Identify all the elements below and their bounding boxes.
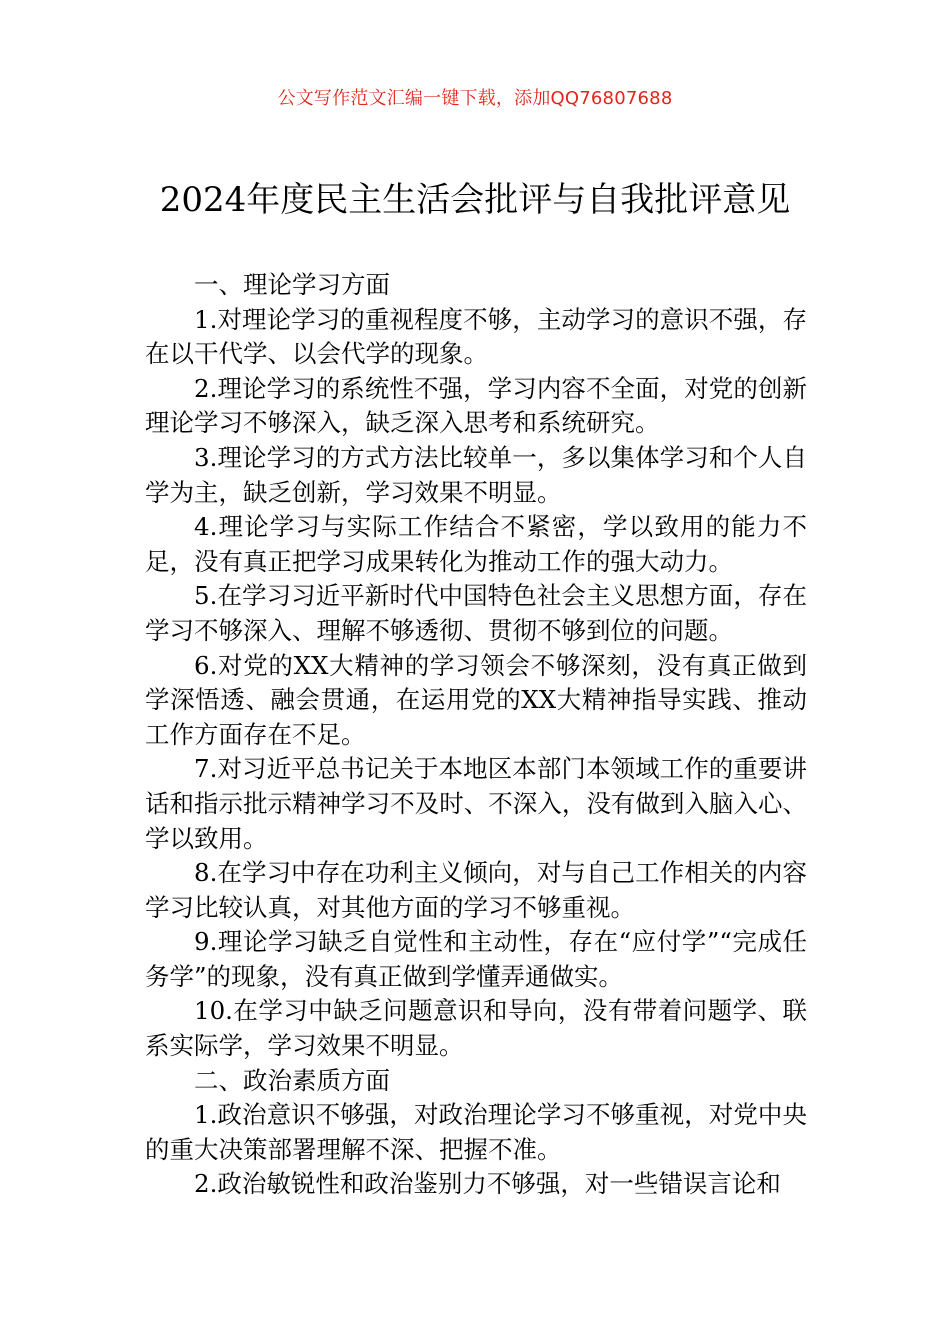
- paragraph-theory-4: 4.理论学习与实际工作结合不紧密，学以致用的能力不足，没有真正把学习成果转化为推动工作的强大动力。: [145, 512, 807, 576]
- paragraph-theory-2: 2.理论学习的系统性不强，学习内容不全面，对党的创新理论学习不够深入，缺乏深入思考和系统研究。: [145, 373, 807, 438]
- section-heading-theory: 一、理论学习方面: [194, 270, 390, 299]
- paragraph-political-2: 2.政治敏锐性和政治鉴别力不够强，对一些错误言论和: [194, 1169, 781, 1199]
- paragraph-theory-10: 10.在学习中缺乏问题意识和导向，没有带着问题学、联系实际学，学习效果不明显。: [145, 996, 807, 1061]
- paragraph-theory-8: 8.在学习中存在功利主义倾向，对与自己工作相关的内容学习比较认真，对其他方面的学习不够重视。: [145, 858, 807, 922]
- paragraph-theory-1: 1.对理论学习的重视程度不够，主动学习的意识不强，存在以干代学、以会代学的现象。: [145, 304, 807, 369]
- section-heading-political: 二、政治素质方面: [194, 1065, 390, 1095]
- document-body: [145, 268, 807, 1202]
- document-title: 2024年度民主生活会批评与自我批评意见: [159, 180, 791, 220]
- paragraph-political-1: 1.政治意识不够强，对政治理论学习不够重视，对党中央的重大决策部署理解不深、把握不准。: [145, 1100, 807, 1164]
- download-promo-note: 公文写作范文汇编一键下载，添加QQ76807688: [277, 88, 673, 109]
- paragraph-theory-3: 3.理论学习的方式方法比较单一，多以集体学习和个人自学为主，缺乏创新，学习效果不明显。: [145, 442, 807, 507]
- paragraph-theory-6: 6.对党的XX大精神的学习领会不够深刻，没有真正做到学深悟透、融会贯通，在运用党的XX大精神指导实践、推动工作方面存在不足。: [145, 650, 807, 749]
- paragraph-theory-7: 7.对习近平总书记关于本地区本部门本领域工作的重要讲话和指示批示精神学习不及时、不深入，没有做到入脑入心、学以致用。: [145, 754, 807, 853]
- paragraph-theory-5: 5.在学习习近平新时代中国特色社会主义思想方面，存在学习不够深入、理解不够透彻、贯彻不够到位的问题。: [145, 581, 807, 645]
- paragraph-theory-9: 9.理论学习缺乏自觉性和主动性，存在“应付学”“完成任务学”的现象，没有真正做到学懂弄通做实。: [145, 927, 807, 991]
